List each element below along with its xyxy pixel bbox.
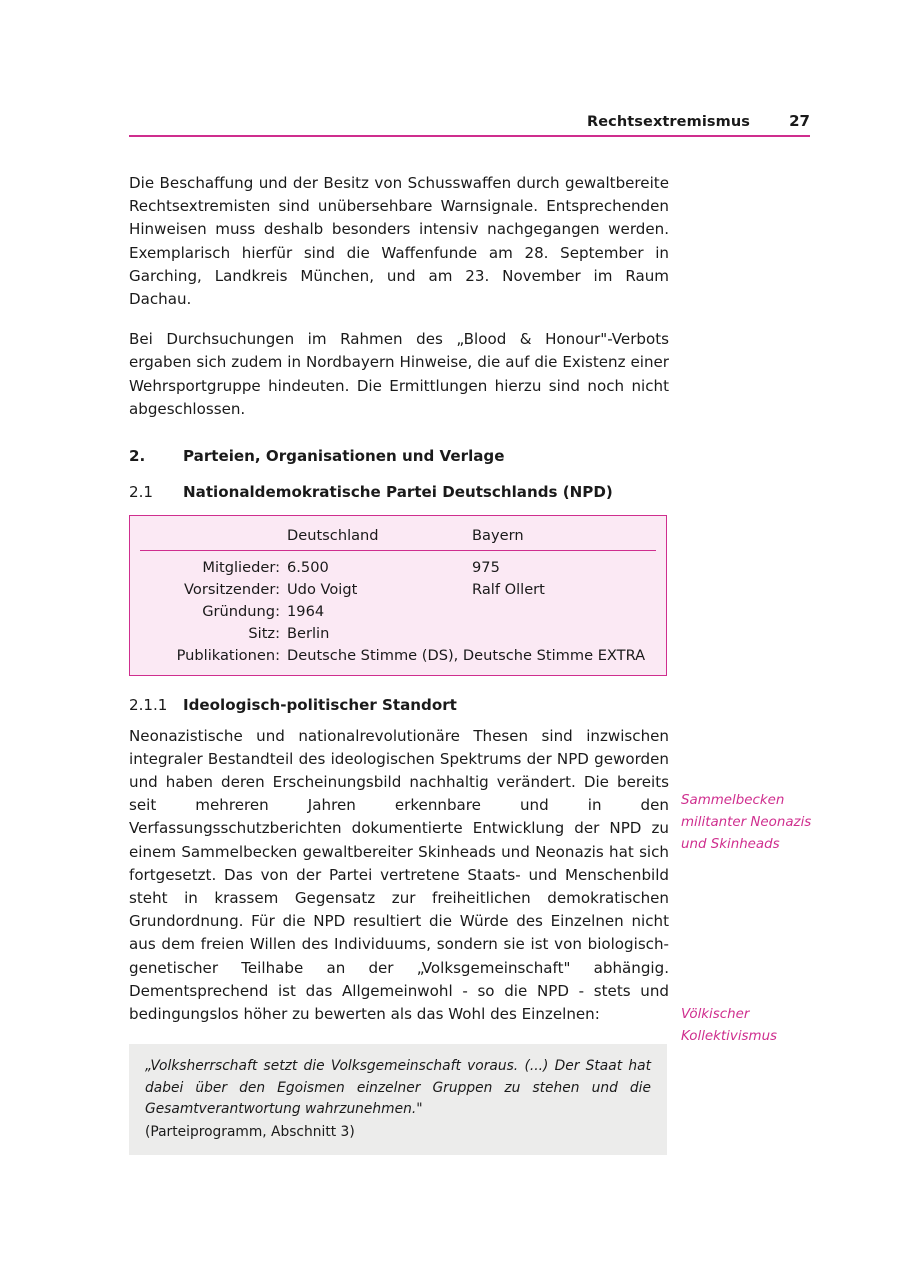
row-value-sitz-bayern: [472, 623, 666, 645]
table-row: [130, 579, 666, 601]
quote-box: [129, 1044, 667, 1155]
heading-section-2-1-text: Nationaldemokratische Partei Deutschlands (NPD): [183, 483, 613, 502]
table-row: [130, 645, 666, 667]
row-value-mitglieder-deutschland: 6.500: [287, 559, 329, 577]
margin-note-1-line-2: militanter Neonazis: [681, 815, 812, 830]
content-column: [129, 172, 669, 1155]
heading-section-2: [129, 447, 669, 465]
table-row: [130, 601, 666, 623]
margin-note-2-line-1: Völkischer: [681, 1007, 750, 1022]
header-divider: [129, 135, 810, 137]
table-row: [130, 623, 666, 645]
heading-section-2-1-1: [129, 696, 669, 714]
table-row: [130, 557, 666, 579]
table-header-label-cell: [130, 524, 287, 550]
header-title: Rechtsextremismus: [586, 114, 750, 130]
row-label-sitz: Sitz:: [248, 625, 280, 643]
paragraph-2: Bei Durchsuchungen im Rahmen des „Blood & Honour"-Verbots ergaben sich zudem in Nordbayern Hinweise, die auf die Existenz einer Wehrsportgruppe hindeuten. Die Ermittlungen hierzu sind noch nicht abgeschlossen.: [129, 330, 669, 418]
row-label-mitglieder: Mitglieder:: [202, 559, 280, 577]
row-value-vorsitzender-bayern: Ralf Ollert: [472, 581, 545, 599]
table-header-row: [130, 524, 666, 550]
heading-section-2-1-number: 2.1: [129, 483, 154, 502]
party-info-table: [130, 524, 666, 667]
row-value-sitz: Berlin: [287, 625, 330, 643]
table-column-header-deutschland: Deutschland: [287, 526, 379, 544]
margin-note-2: [681, 1004, 861, 1048]
row-label-gruendung: Gründung:: [202, 603, 280, 621]
row-value-vorsitzender-deutschland: Udo Voigt: [287, 581, 358, 599]
row-value-mitglieder-bayern: 975: [472, 559, 500, 577]
heading-section-2-1-1-text: Ideologisch-politischer Standort: [183, 695, 457, 714]
margin-note-1: [681, 790, 861, 856]
row-value-publikationen: Deutsche Stimme (DS), Deutsche Stimme EXTRA: [287, 647, 646, 665]
paragraph-1: Die Beschaffung und der Besitz von Schusswaffen durch gewaltbereite Rechtsextremisten sind unübersehbare Warnsignale. Entsprechenden Hinweisen muss deshalb besonders intensiv nachgegangen werden. Exemplarisch hierfür sind die Waffenfunde am 28. September in Garching, Landkreis München, und am 23. November im Raum Dachau.: [129, 174, 669, 309]
margin-note-1-line-1: Sammelbecken: [681, 793, 785, 808]
row-label-publikationen: Publikationen:: [176, 647, 280, 665]
heading-section-2-text: Parteien, Organisationen und Verlage: [183, 447, 505, 466]
heading-section-2-number: 2.: [129, 447, 146, 466]
quote-source: (Parteiprogramm, Abschnitt 3): [145, 1123, 355, 1140]
row-value-gruendung-bayern: [472, 601, 666, 623]
header-row: [129, 112, 810, 135]
heading-section-2-1-1-number: 2.1.1: [129, 695, 168, 714]
quote-text: „Volksherrschaft setzt die Volksgemeinschaft voraus. (...) Der Staat hat dabei über den Egoismen einzelner Gruppen zu stehen und die Gesamtverantwortung wahrzunehmen.": [145, 1058, 651, 1118]
table-column-header-bayern: Bayern: [472, 526, 524, 544]
table-rule-row: [130, 550, 666, 557]
heading-section-2-1: [129, 483, 669, 501]
row-value-gruendung: 1964: [287, 603, 325, 621]
page-number: 27: [789, 112, 810, 130]
page-header: [129, 112, 810, 137]
margin-note-2-line-2: Kollektivismus: [681, 1029, 778, 1044]
row-label-vorsitzender: Vorsitzender:: [184, 581, 280, 599]
margin-note-1-line-3: und Skinheads: [681, 837, 780, 852]
party-info-box: [129, 515, 667, 676]
main-body-text: Neonazistische und nationalrevolutionäre Thesen sind inzwischen integraler Bestandteil des ideologischen Spektrums der NPD geworden und haben deren Erscheinungsbild nachhaltig verändert. Die bereits seit mehreren Jahren erkennbare und in den Verfassungsschutzberichten dokumentierte Entwicklung der NPD zu einem Sammelbecken gewaltbereiter Skinheads und Neonazis hat sich fortgesetzt. Das von der Partei vertretene Staats- und Menschenbild steht in krassem Gegensatz zur freiheitlichen demokratischen Grundordnung. Für die NPD resultiert die Würde des Einzelnen nicht aus dem freien Willen des Individuums, sondern sie ist von biologisch-genetischer Teilhabe an der „Volksgemeinschaft" abhängig. Dementsprechend ist das Allgemeinwohl - so die NPD - stets und bedingungslos höher zu bewerten als das Wohl des Einzelnen:: [129, 726, 669, 1023]
table-divider: [130, 550, 666, 557]
